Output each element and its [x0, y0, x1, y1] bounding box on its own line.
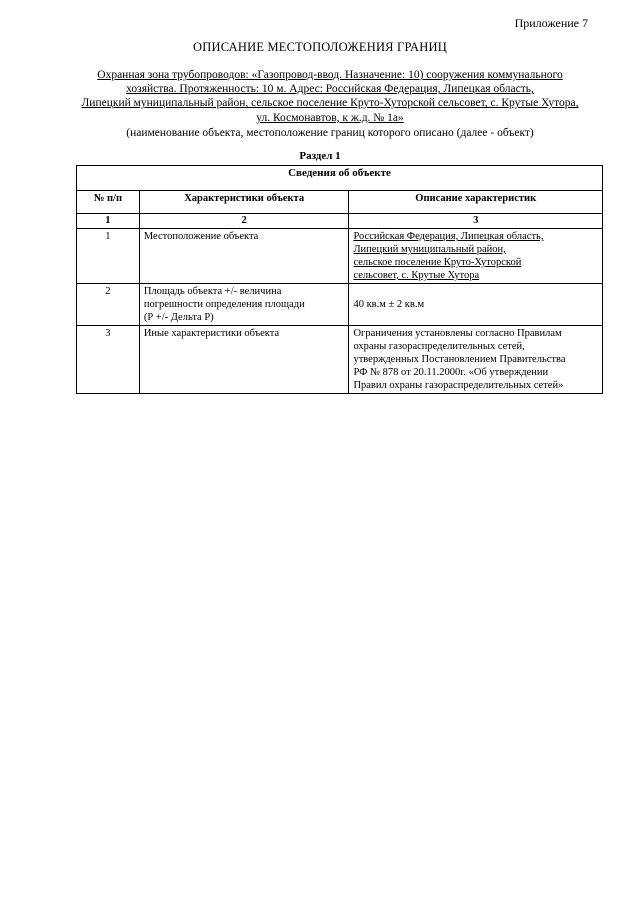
description-line: Правил охраны газораспределительных сетей»: [353, 380, 564, 391]
characteristic-line: погрешности определения площади: [143, 299, 305, 310]
header-number: № п/п: [77, 191, 140, 214]
column-number: 2: [139, 214, 349, 229]
description-line: Ограничения установлены согласно Правилам: [353, 328, 562, 339]
section-title: Раздел 1: [299, 150, 341, 162]
description-line: сельское поселение Круто-Хуторской: [353, 257, 522, 268]
document-title: ОПИСАНИЕ МЕСТОПОЛОЖЕНИЯ ГРАНИЦ: [193, 40, 447, 54]
table-caption-row: [77, 166, 603, 191]
table-caption: Сведения об объекте: [77, 166, 603, 191]
object-info-table: [76, 165, 603, 394]
row-description: 40 кв.м ± 2 кв.м: [349, 284, 603, 326]
object-description: [60, 68, 600, 140]
description-line: охраны газораспределительных сетей,: [353, 341, 525, 352]
row-description: [349, 326, 603, 394]
row-description: [349, 229, 603, 284]
row-characteristic: Иные характеристики объекта: [139, 326, 349, 394]
description-line: Российская Федерация, Липецкая область,: [353, 231, 544, 242]
column-number: 3: [349, 214, 603, 229]
characteristic-line: Площадь объекта +/- величина: [143, 286, 282, 297]
row-number: 3: [77, 326, 140, 394]
row-characteristic: [139, 284, 349, 326]
object-name-line: ул. Космонавтов, к ж.д. № 1а»: [256, 111, 404, 124]
column-number: 1: [77, 214, 140, 229]
description-line: сельсовет, с. Крутые Хутора: [353, 270, 480, 281]
description-line: утвержденных Постановлением Правительства: [353, 354, 566, 365]
table-row: [77, 326, 603, 394]
characteristic-line: (Р +/- Дельта Р): [143, 312, 214, 323]
table-row: [77, 229, 603, 284]
row-number: 1: [77, 229, 140, 284]
column-number-row: [77, 214, 603, 229]
description-line: РФ № 878 от 20.11.2000г. «Об утверждении: [353, 367, 549, 378]
appendix-label: Приложение 7: [514, 16, 588, 30]
object-name-line: Липецкий муниципальный район, сельское поселение Круто-Хуторской сельсовет, с. Крутые Хутора,: [81, 97, 579, 110]
table-header-row: [77, 191, 603, 214]
row-characteristic: Местоположение объекта: [139, 229, 349, 284]
table-row: [77, 284, 603, 326]
object-name-line: Охранная зона трубопроводов: «Газопровод-ввод. Назначение: 10) сооружения коммунального: [97, 69, 563, 81]
description-line: Липецкий муниципальный район,: [353, 244, 506, 255]
row-number: 2: [77, 284, 140, 326]
object-caption: (наименование объекта, местоположение границ которого описано (далее - объект): [126, 126, 534, 139]
header-characteristic: Характеристики объекта: [139, 191, 349, 214]
object-name-line: хозяйства. Протяженность: 10 м. Адрес: Российская Федерация, Липецкая область,: [126, 83, 534, 96]
header-description: Описание характеристик: [349, 191, 603, 214]
